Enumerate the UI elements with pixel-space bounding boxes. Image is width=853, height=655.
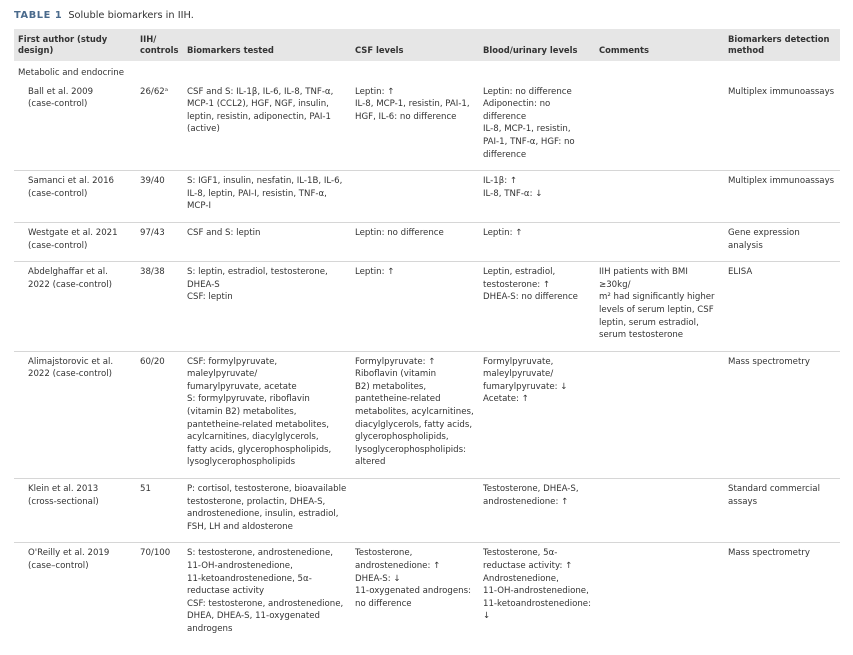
cell-blood: IL-1β: ↑ IL-8, TNF-α: ↓ [479,171,595,223]
table-row [14,479,840,543]
table-row [14,82,840,171]
cell-author: Alimajstorovic et al. 2022 (case-control) [14,351,136,478]
cell-csf: Formylpyruvate: ↑ Riboflavin (vitamin B2) metabolites, pantetheine-related metabolites, acylcarnitines, diacylglycerols, fatty acids, glycerophospholipids, lysoglycerophospholipids: altered [351,351,479,478]
table-row [14,351,840,478]
cell-method: Gene expression analysis [724,222,840,261]
cell-counts: 39/40 [136,171,183,223]
cell-counts: 51 [136,479,183,543]
cell-csf: Testosterone, androstenedione: ↑ DHEA-S: ↓ 11-oxygenated androgens: no difference [355,548,471,609]
cell-csf [351,171,479,223]
cell-tested: S: testosterone, androstenedione, 11-OH-androstenedione, 11-ketoandrostenedione, 5α- reductase activity CSF: testosterone, androstenedione, DHEA, DHEA-S, 11-oxygenated androgens [187,548,344,634]
cell-tested: S: leptin, estradiol, testosterone, DHEA-S CSF: leptin [183,262,351,352]
cell-author: Ball et al. 2009 (case-control) [14,82,136,171]
cell-comments [595,171,724,223]
cell-method: ELISA [724,262,840,352]
cell-method: Multiplex immunoassays [724,82,840,171]
cell-tested: S: IGF1, insulin, nesfatin, IL-1B, IL-6, IL-8, leptin, PAI-I, resistin, TNF-α, MCP-I [183,171,351,223]
cell-tested: P: cortisol, testosterone, bioavailable testosterone, prolactin, DHEA-S, androstenedione, insulin, estradiol, FSH, LH and aldosterone [183,479,351,543]
cell-blood: Formylpyruvate, maleylpyruvate/ fumarylpyruvate: ↓ Acetate: ↑ [479,351,595,478]
cell-author: Westgate et al. 2021 (case-control) [14,222,136,261]
cell-author: O'Reilly et al. 2019 (case–control) [28,548,110,571]
cell-author: Abdelghaffar et al. 2022 (case-control) [14,262,136,352]
cell-counts: 97/43 [136,222,183,261]
cell-csf [351,479,479,543]
cell-counts: 26/62ᵃ [136,82,183,171]
col-header-method: Biomarkers detection method [724,29,840,61]
cell-csf: Leptin: ↑ [351,262,479,352]
biomarkers-table [14,29,840,645]
cell-blood: Leptin, estradiol, testosterone: ↑ DHEA-S: no difference [479,262,595,352]
table-row [14,222,840,261]
cell-csf: Leptin: no difference [351,222,479,261]
cell-comments [595,82,724,171]
col-header-csf: CSF levels [351,29,479,61]
col-header-blood: Blood/urinary levels [479,29,595,61]
cell-method: Mass spectrometry [728,548,810,559]
cell-method: Mass spectrometry [724,351,840,478]
cell-method: Standard commercial assays [724,479,840,543]
cell-blood: Testosterone, 5α- reductase activity: ↑ Androstenedione, 11-OH-androstenedione, 11-ketoandrostenedione: ↓ [483,548,591,622]
cell-comments [595,351,724,478]
cell-counts: 70/100 [140,548,171,559]
col-header-author: First author (study design) [14,29,136,61]
cell-blood: Testosterone, DHEA-S, androstenedione: ↑ [479,479,595,543]
table-row [14,543,840,645]
cell-counts: 38/38 [136,262,183,352]
cell-method: Multiplex immunoassays [724,171,840,223]
header-row [14,29,840,61]
cell-author: Samanci et al. 2016 (case-control) [14,171,136,223]
table-row [14,171,840,223]
table-caption [14,10,194,23]
cell-tested: CSF and S: IL-1β, IL-6, IL-8, TNF-α, MCP-1 (CCL2), HGF, NGF, insulin, leptin, resistin, adiponectin, PAI-1 (active) [183,82,351,171]
col-header-tested: Biomarkers tested [183,29,351,61]
table-title: Soluble biomarkers in IIH. [68,10,194,21]
col-header-counts: IIH/ controls [136,29,183,61]
cell-blood: Leptin: no difference Adiponectin: no difference IL-8, MCP-1, resistin, PAI-1, TNF-α, HGF: no difference [479,82,595,171]
cell-comments [595,479,724,543]
cell-author: Klein et al. 2013 (cross-sectional) [14,479,136,543]
cell-csf: Leptin: ↑ IL-8, MCP-1, resistin, PAI-1, HGF, IL-6: no difference [351,82,479,171]
cell-comments [595,543,724,645]
table-body [14,61,840,645]
col-header-comments: Comments [595,29,724,61]
cell-comments [595,222,724,261]
cell-comments: IIH patients with BMI ≥30kg/ m² had significantly higher levels of serum leptin, CSF leptin, serum estradiol, serum testosterone [595,262,724,352]
cell-tested: CSF and S: leptin [183,222,351,261]
section-label: Metabolic and endocrine [18,68,125,78]
cell-tested: CSF: formylpyruvate, maleylpyruvate/ fumarylpyruvate, acetate S: formylpyruvate, riboflavin (vitamin B2) metabolites, pantetheine-related metabolites, acylcarnitines, diacylglycerols, fatty acids, glycerophospholipids, lysoglycerophospholipids [183,351,351,478]
cell-counts: 60/20 [136,351,183,478]
section-row [14,61,840,82]
cell-blood: Leptin: ↑ [479,222,595,261]
table-row [14,262,840,352]
table-label: TABLE 1 [14,10,63,21]
